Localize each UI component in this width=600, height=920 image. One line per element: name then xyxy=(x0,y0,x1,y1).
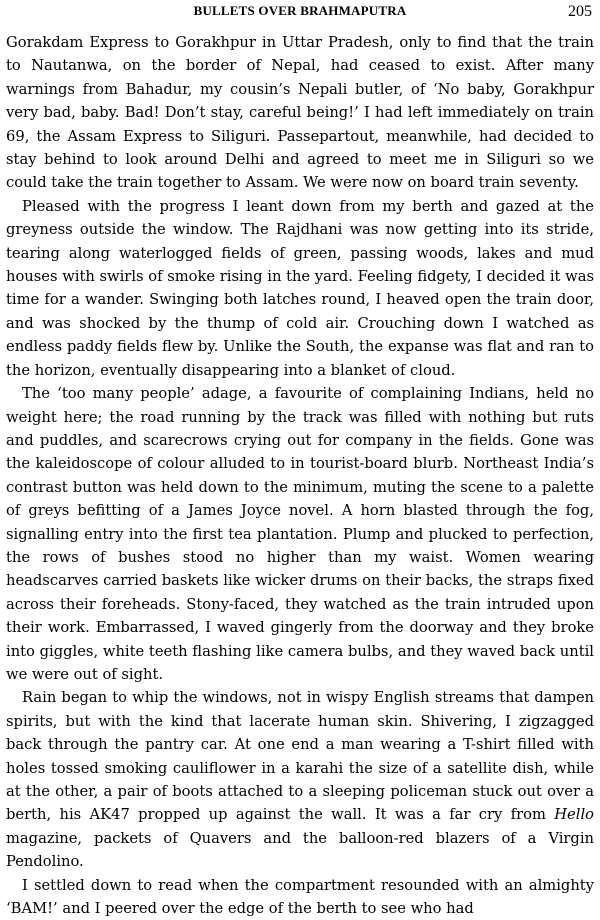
paragraph xyxy=(6,686,594,873)
page-number: 205 xyxy=(568,3,592,20)
paragraph-continued: Gorakdam Express to Gorakhpur in Uttar Pradesh, only to find that the train to Nautanwa, on the border of Nepal, had ceased to exist. After many warnings from Bahadur, my cousin’s Nepali butler, of ‘No baby, Gorakhpur very bad, baby. Bad! Don’t stay, careful being!’ I had left immediately on train 69, the Assam Express to Siliguri. Passepartout, meanwhile, had decided to stay behind to look around Delhi and agreed to meet me in Siliguri so we could take the train together to Assam. We were now on board train seventy. xyxy=(6,34,594,192)
body-text xyxy=(6,31,594,920)
paragraph: The ‘too many people’ adage, a favourite of complaining Indians, held no weight here; the road running by the track was filled with nothing but ruts and puddles, and scarecrows crying out for company in the fields. Gone was the kaleidoscope of colour alluded to in tourist-board blurb. Northeast India’s contrast button was held down to the minimum, muting the scene to a palette of greys befitting of a James Joyce novel. A horn blasted through the fog, signalling entry into the first tea plantation. Plump and plucked to perfection, the rows of bushes stood no higher than my waist. Women wearing headscarves carried baskets like wicker drums on their backs, the straps fixed across their foreheads. Stony-faced, they watched as the train intruded upon their work. Embarrassed, I waved gingerly from the doorway and they broke into giggles, white teeth flashing like camera bulbs, and they waved back until we were out of sight. xyxy=(6,385,594,683)
paragraph-text: magazine, packets of Quavers and the balloon-red blazers of a Virgin Pendolino. xyxy=(6,829,594,871)
paragraph-text: Rain began to whip the windows, not in wispy English streams that dampen spirits, but with the kind that lacerate human skin. Shivering, I zigzagged back through the pantry car. At one end a man wearing a T-shirt filled with holes tossed smoking cauliflower in a karahi the size of a satellite dish, while at the other, a pair of boots attached to a sleeping policeman stuck out over a berth, his AK47 propped up against the wall. It was a far cry from xyxy=(6,689,594,824)
page-header xyxy=(6,3,594,31)
paragraph: Pleased with the progress I leant down from my berth and gazed at the greyness outside the window. The Rajdhani was now getting into its stride, tearing along waterlogged fields of green, passing woods, lakes and mud houses with swirls of smoke rising in the yard. Feeling fidgety, I decided it was time for a wander. Swinging both latches round, I heaved open the train door, and was shocked by the thump of cold air. Crouching down I watched as endless paddy fields flew by. Unlike the South, the expanse was flat and ran to the horizon, eventually disappearing into a blanket of cloud. xyxy=(6,197,594,379)
paragraph: I settled down to read when the compartment resounded with an almighty ‘BAM!’ and I peered over the edge of the berth to see who had xyxy=(6,876,594,918)
running-head: BULLETS OVER BRAHMAPUTRA xyxy=(193,3,407,18)
magazine-title: Hello xyxy=(554,806,594,824)
